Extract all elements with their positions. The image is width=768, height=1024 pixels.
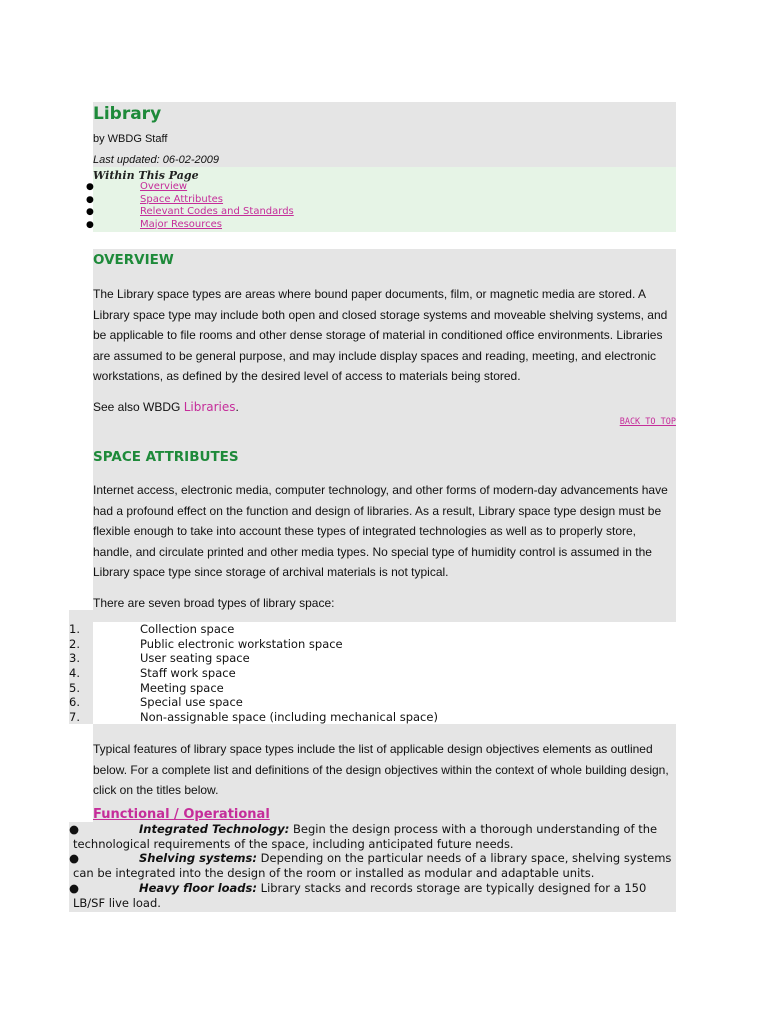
functional-operational-link[interactable]: Functional / Operational	[93, 807, 270, 822]
toc-link-codes-standards[interactable]: Relevant Codes and Standards	[140, 206, 294, 217]
list-item	[69, 881, 676, 910]
overview-paragraph: The Library space types are areas where bound paper documents, film, or magnetic media are stored. A Library space type may include both open and closed storage systems and moveable shelving systems, and be applicable to file rooms and other dense storage of material in conditioned office environments. Libraries are assumed to be general purpose, and may include display spaces and reading, meeting, and electronic workstations, as defined by the desired level of access to materials being stored.	[93, 287, 668, 384]
item-text: Library stacks and records storage are typically designed for a 150 LB/SF live load.	[73, 880, 647, 910]
item-term: Heavy floor loads:	[139, 880, 257, 895]
toc-list	[0, 181, 676, 231]
bullet-icon: ●	[69, 822, 80, 836]
bullet-icon: ●	[69, 880, 80, 895]
list-item-label: Non-assignable space (including mechanical space)	[140, 710, 438, 725]
list-item-label: Public electronic workstation space	[140, 636, 343, 651]
libraries-link[interactable]: Libraries	[183, 400, 236, 414]
byline: by WBDG Staff	[93, 133, 168, 145]
functional-list	[69, 822, 676, 910]
toc-item	[0, 181, 676, 194]
list-number: 5.	[69, 680, 80, 695]
see-also-prefix: See also WBDG	[93, 400, 184, 414]
list-item-label: Special use space	[140, 695, 243, 710]
space-attributes-paragraph: Internet access, electronic media, computer technology, and other forms of modern-day advancements have had a profound effect on the function and design of libraries. As a result, Library space type design must be flexible enough to take into account these types of integrated technologies as well as to properly store, handle, and circulate printed and other media types. No special type of humidity control is assumed in the Library space type since storage of archival materials is not typical.	[93, 483, 668, 580]
list-item-label: User seating space	[140, 651, 250, 666]
toc-item	[0, 219, 676, 232]
list-item-label: Collection space	[140, 622, 235, 636]
bullet-icon: ●	[86, 219, 94, 230]
space-attributes-heading: SPACE ATTRIBUTES	[93, 449, 239, 465]
list-item	[0, 666, 500, 681]
see-also	[93, 397, 676, 418]
list-item	[69, 822, 676, 851]
list-number: 2.	[69, 636, 80, 651]
item-term: Shelving systems:	[139, 851, 257, 866]
item-term: Integrated Technology:	[139, 822, 290, 836]
list-item	[0, 710, 500, 725]
toc-heading: Within This Page	[93, 169, 199, 182]
toc-link-space-attributes[interactable]: Space Attributes	[140, 193, 224, 205]
bullet-icon: ●	[86, 194, 94, 205]
list-number: 7.	[69, 710, 80, 725]
features-paragraph: Typical features of library space types include the list of applicable design objectives elements as outlined below. For a complete list and definitions of the design objectives within the context of whole building design, click on the titles below.	[93, 742, 669, 798]
list-number: 4.	[69, 666, 80, 681]
list-item-label: Staff work space	[140, 666, 236, 681]
toc-link-major-resources[interactable]: Major Resources	[140, 218, 223, 230]
bullet-icon: ●	[86, 182, 94, 192]
item-text: Begin the design process with a thorough understanding of the technological requirements of the space, including anticipated future needs.	[73, 822, 658, 851]
back-to-top-link[interactable]: BACK TO TOP	[619, 417, 676, 427]
list-item	[0, 637, 500, 652]
list-item	[0, 651, 500, 666]
page-title: Library	[93, 104, 162, 124]
item-text: Depending on the particular needs of a library space, shelving systems can be integrated into the design of the room or installed as modular and adaptable units.	[73, 851, 672, 881]
toc-item	[0, 206, 676, 219]
list-item	[0, 695, 500, 710]
list-number: 3.	[69, 651, 80, 666]
overview-heading: OVERVIEW	[93, 252, 174, 268]
list-item-label: Meeting space	[140, 680, 224, 695]
space-types-list	[0, 622, 500, 725]
list-item	[0, 622, 500, 637]
list-item	[69, 851, 676, 880]
list-item	[0, 681, 500, 696]
list-number: 6.	[69, 695, 80, 710]
space-types-intro: There are seven broad types of library space:	[93, 596, 335, 610]
bullet-icon: ●	[86, 207, 94, 217]
see-also-suffix: .	[235, 400, 239, 414]
last-updated: Last updated: 06-02-2009	[93, 154, 219, 166]
toc-link-overview[interactable]: Overview	[140, 181, 188, 192]
toc-item	[0, 194, 676, 207]
list-number: 1.	[69, 622, 80, 636]
bullet-icon: ●	[69, 851, 80, 866]
